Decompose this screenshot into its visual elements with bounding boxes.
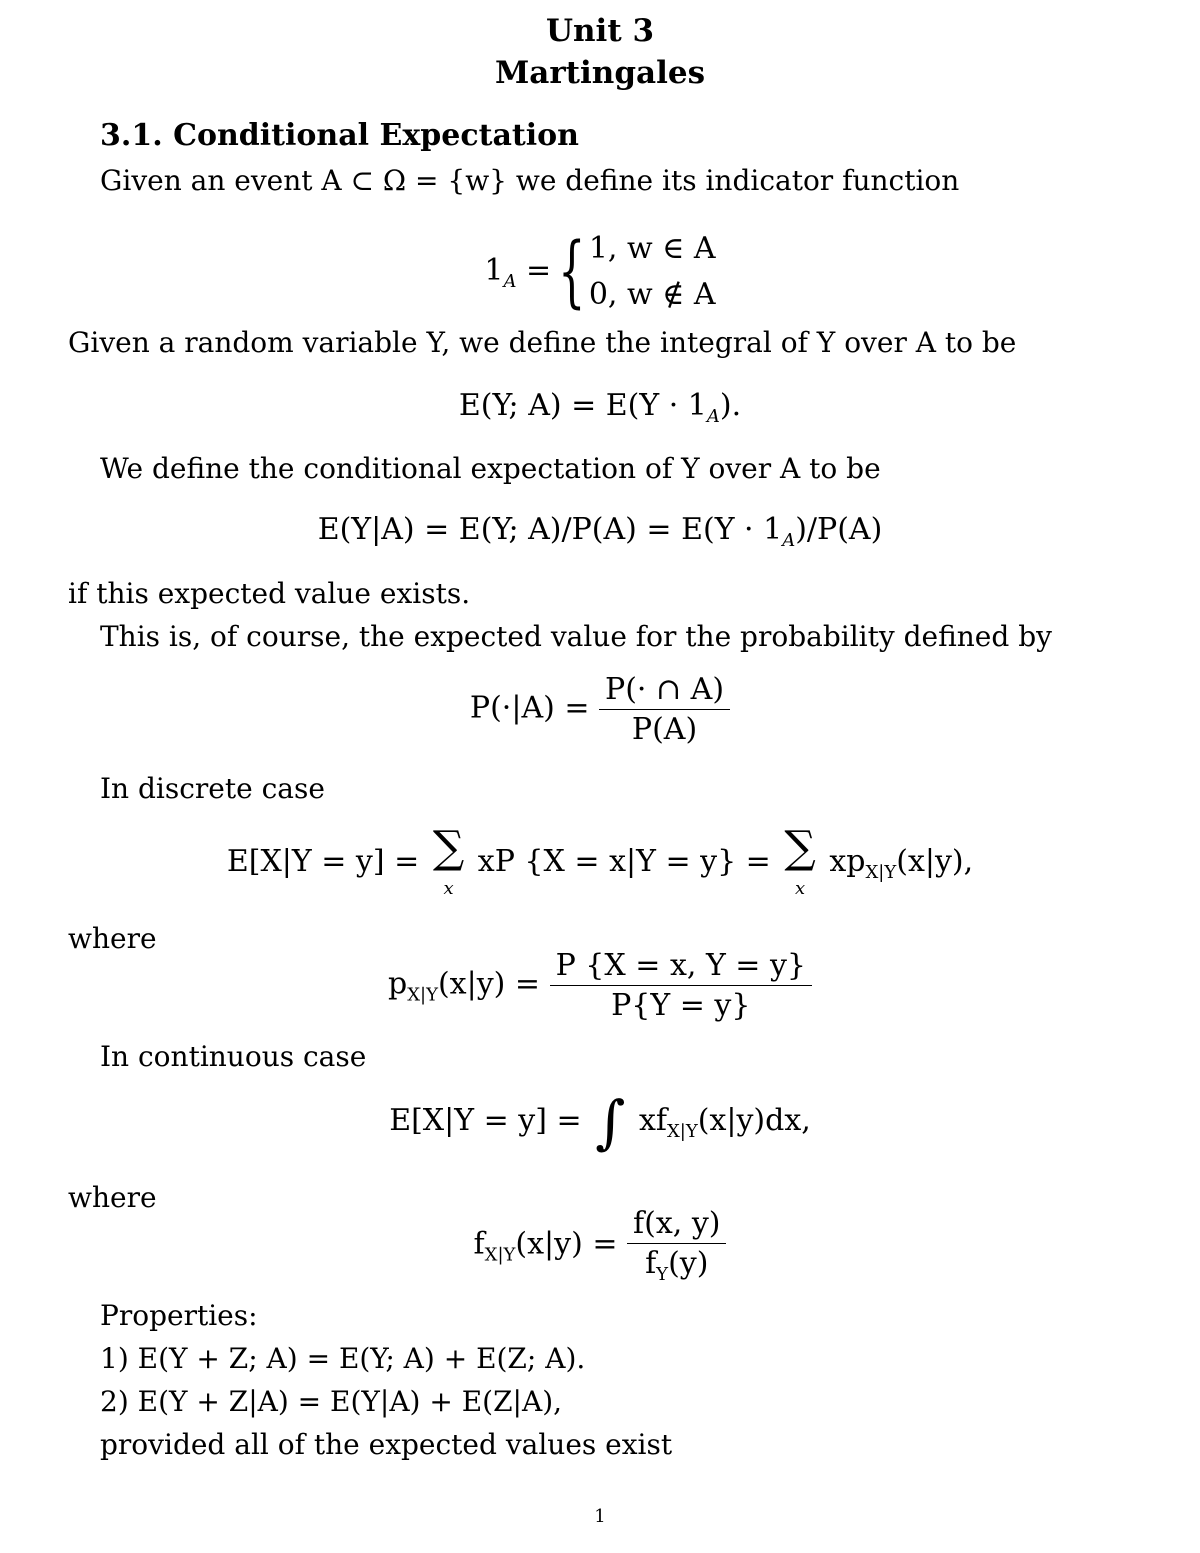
eq-lhs: $1_A$ = [484,252,552,292]
paragraph: if this expected value exists. [68,577,471,610]
unit-heading: Unit 3 [545,13,655,49]
paragraph: where [68,1181,157,1214]
equation-integral-over-a: E(Y; $A) = E(Y \cdot 1_A)$. [458,388,742,427]
summation: ∑ x [784,822,816,899]
equation-conditional-expectation: E(Y|A) = E(Y; $A)/P(A) = E(Y \cdot 1_A)/P(A)$ [317,512,883,551]
fraction: $\frac{P \{X = x, Y = y\}}{P\{Y = y\}}$ [550,948,812,1023]
paragraph: This is, of course, the expected value for the probability defined by [100,620,1052,653]
cases-block [589,226,716,318]
paragraph: In continuous case [100,1040,367,1073]
paragraph: Given a random variable Y, we define the integral of Y over A to be [68,326,1017,359]
page-number: 1 [594,1506,606,1527]
section-heading: 3.1. Conditional Expectation [100,118,579,153]
paragraph: We define the conditional expectation of Y over A to be [100,452,881,485]
left-brace: { [558,227,586,317]
paragraph: In discrete case [100,772,325,805]
paragraph: where [68,922,157,955]
paragraph: provided all of the expected values exist [100,1428,673,1461]
integral-sign: ∫ [595,1088,626,1156]
summation: ∑ x [432,822,465,899]
equation-indicator [0,226,1200,318]
property-1: 1) E(Y + Z; A) = E(Y; A) + E(Z; A). [100,1342,586,1375]
equation-conditional-pdf: $f_{X|Y}(x|y)$ = $\frac{f(x, y)}{f_Y(y)}$ [0,1206,1200,1285]
property-2: 2) E(Y + Z|A) = E(Y|A) + E(Z|A), [100,1385,563,1418]
equation-conditional-pmf: $p_{X|Y}(x|y)$ = $\frac{P \{X = x, Y = y\}}{P\{Y = y\}}$ [0,948,1200,1023]
page-title: Martingales [494,55,706,91]
fraction: $\frac{P(\cdot \cap A)}{P(A)}$ [599,672,730,747]
equation-probability-definition: P(·|A) = $\frac{P(\cdot \cap A)}{P(A)}$ [0,672,1200,747]
paragraph: Properties: [100,1299,258,1332]
fraction: $\frac{f(x, y)}{f_Y(y)}$ [627,1206,726,1285]
paragraph: Given an event A ⊂ Ω = {w} we define its indicator function [100,164,960,197]
case-2: 0, w ∉ A [588,277,716,312]
case-1: 1, w ∈ A [588,231,716,266]
equation-continuous: E[X|Y = y] = ∫ $xf_{X|Y}(x|y)dx$, [389,1088,811,1156]
equation-discrete: E[X|Y = y] = ∑ x xP {X = x|Y = y} = ∑ x $xp_{X|Y}(x|y)$, [226,822,974,899]
